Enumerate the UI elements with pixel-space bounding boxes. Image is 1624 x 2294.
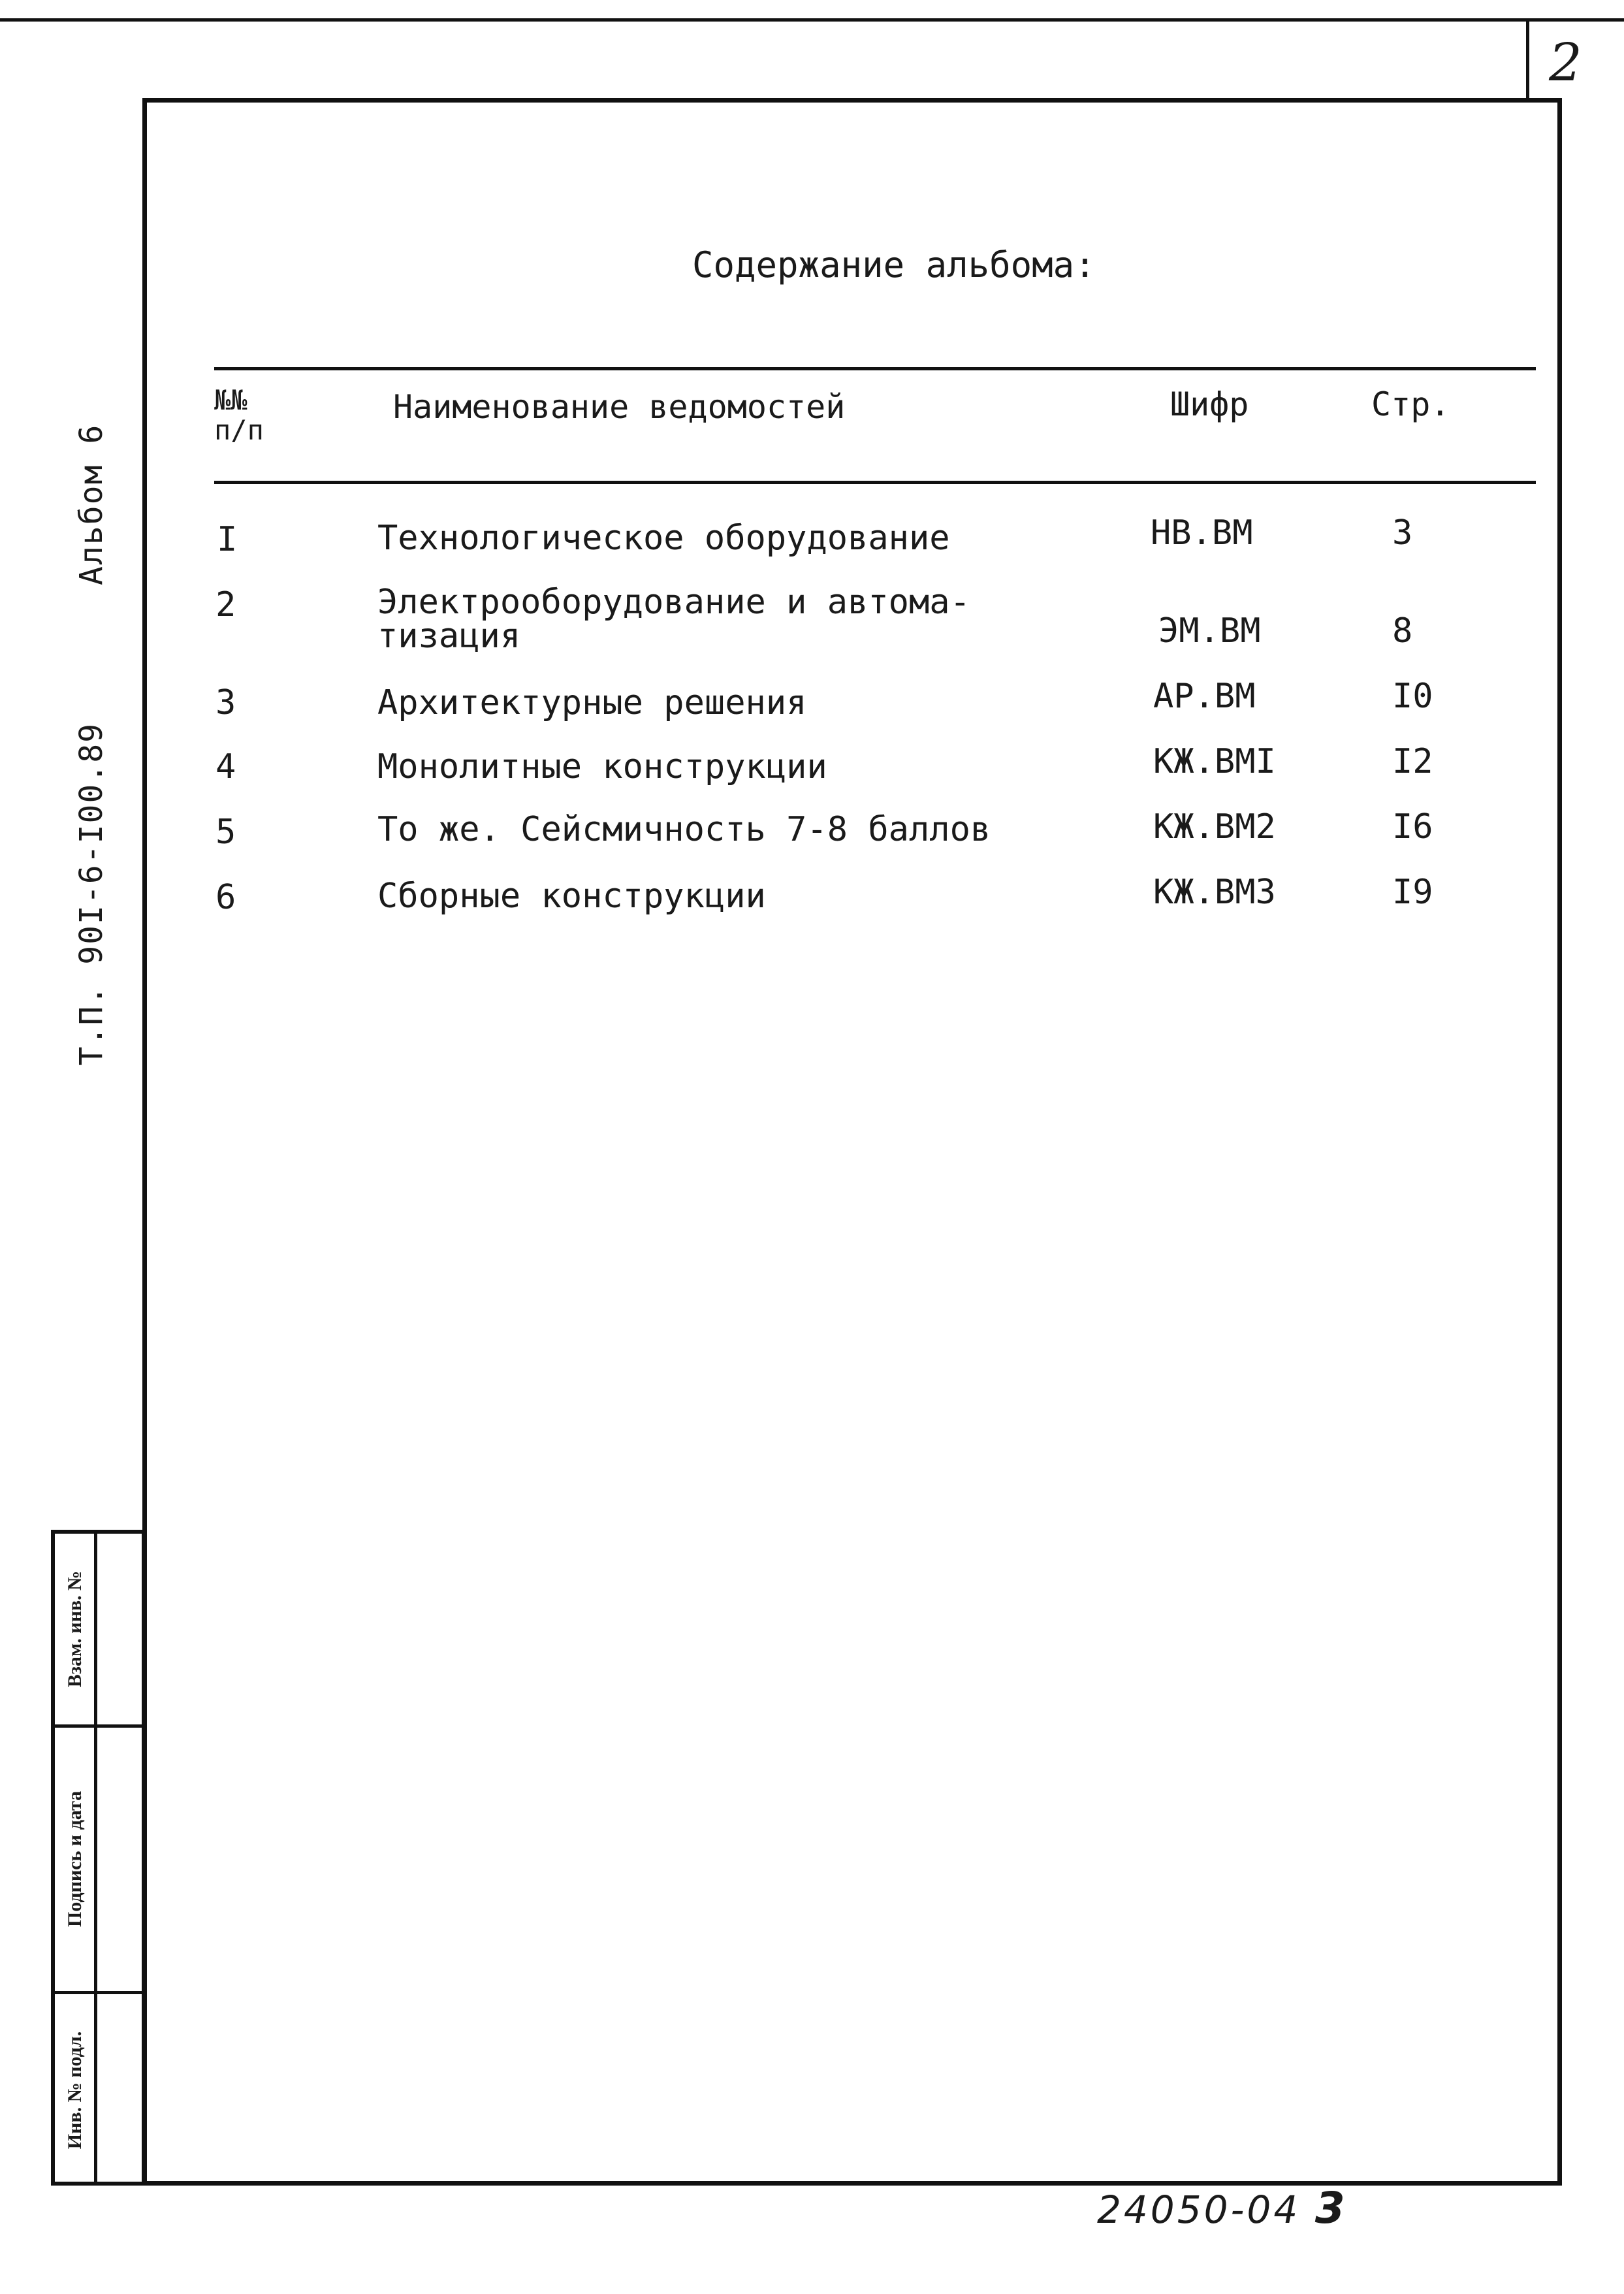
row-5-num: 5 [215, 813, 236, 852]
row-4-name: Монолитные конструкции [377, 747, 827, 786]
stamp-label-signature: Подпись и дата [64, 1790, 86, 1928]
row-6-code: КЖ.ВМ3 [1153, 873, 1276, 912]
table-top-rule [214, 367, 1536, 370]
row-6-name: Сборные конструкции [377, 877, 766, 916]
row-3-num: 3 [215, 683, 236, 722]
row-1-code: НВ.ВМ [1151, 513, 1253, 553]
row-3-page: I0 [1392, 677, 1433, 716]
album-text: Альбом 6 [73, 423, 110, 585]
sheet-number-divider [1526, 18, 1529, 98]
row-3-name: Архитектурные решения [377, 683, 807, 722]
row-2-num: 2 [215, 585, 236, 624]
table-header-rule [214, 481, 1536, 484]
row-2-page: 8 [1392, 611, 1413, 651]
row-1-page: 3 [1392, 513, 1413, 553]
row-4-num: 4 [215, 747, 236, 786]
row-3-code: АР.ВМ [1153, 677, 1256, 716]
header-page: Стр. [1371, 385, 1450, 423]
stamp-label-replacement: Взам. инв. № [64, 1570, 86, 1688]
row-5-name: То же. Сейсмичность 7-8 баллов [377, 810, 991, 849]
row-5-code: КЖ.ВМ2 [1153, 807, 1276, 847]
approval-stamp [51, 1530, 146, 2186]
row-4-page: I2 [1392, 742, 1433, 781]
header-code: Шифр [1170, 385, 1249, 423]
row-1-name: Технологическое оборудование [377, 519, 950, 558]
row-2-code: ЭМ.ВМ [1158, 611, 1261, 651]
row-2-name: Электрооборудование и автома- тизация [377, 583, 970, 656]
stamp-label-original: Инв. № подл. [64, 2031, 86, 2150]
header-num: №№ п/п [214, 384, 264, 447]
header-name: Наименование ведомостей [393, 388, 846, 426]
row-5-page: I6 [1392, 807, 1433, 847]
row-6-page: I9 [1392, 873, 1433, 912]
top-rule [0, 18, 1624, 22]
row-1-num: I [217, 520, 238, 559]
sidebar-designation [73, 424, 110, 1065]
designation-text: Т.П. 90I-6-I00.89 [73, 722, 110, 1066]
document-code: 24050-04 3 [1097, 2183, 1348, 2233]
page-title: Содержание альбома: [692, 244, 1096, 285]
row-4-code: КЖ.ВМI [1153, 742, 1276, 781]
drawing-frame [142, 98, 1562, 2186]
row-6-num: 6 [215, 878, 236, 917]
sheet-number: 2 [1549, 32, 1582, 93]
